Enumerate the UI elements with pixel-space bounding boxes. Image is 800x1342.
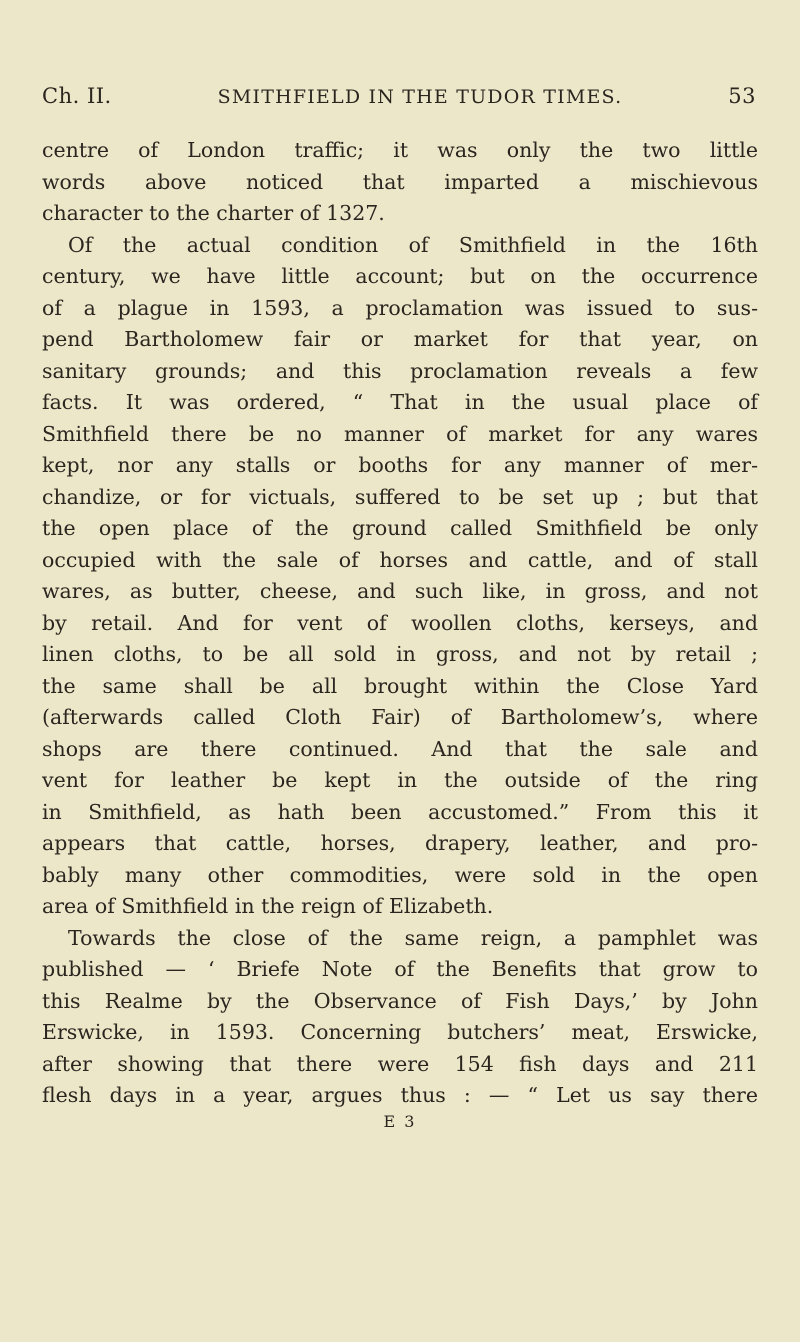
text-line: (afterwards called Cloth Fair) of Bartholomew’s, where — [42, 705, 758, 729]
text-line: of a plague in 1593, a proclamation was issued to sus- — [42, 295, 758, 320]
text-line: linen cloths, to be all sold in gross, and not by retail ; — [42, 642, 758, 666]
text-line: century, we have little account; but on the occurrence — [42, 264, 758, 288]
body-text — [42, 135, 758, 1112]
text-line: pend Bartholomew fair or market for that year, on — [42, 327, 758, 351]
text-line: published — ‘ Briefe Note of the Benefits that grow to — [42, 957, 758, 981]
text-line: wares, as butter, cheese, and such like, in gross, and not — [42, 579, 758, 603]
text-line: centre of London traffic; it was only the two little — [42, 138, 758, 162]
text-line: by retail. And for vent of woollen cloths, kerseys, and — [42, 610, 758, 635]
text-line: Erswicke, in 1593. Concerning butchers’ meat, Erswicke, — [42, 1020, 758, 1044]
text-line: after showing that there were 154 fish days and 211 — [42, 1051, 758, 1076]
text-line: words above noticed that imparted a mischievous — [42, 169, 758, 194]
running-title: SMITHFIELD IN THE TUDOR TIMES. — [217, 86, 623, 108]
text-line: facts. It was ordered, “ That in the usual place of — [42, 390, 758, 414]
text-line: Of the actual condition of Smithfield in the 16th — [68, 232, 758, 257]
chapter-label: Ch. II. — [42, 84, 112, 108]
text-line: vent for leather be kept in the outside of the ring — [42, 768, 758, 792]
text-line: the open place of the ground called Smithfield be only — [42, 516, 758, 540]
text-line: the same shall be all brought within the Close Yard — [42, 673, 758, 698]
text-line: area of Smithfield in the reign of Elizabeth. — [42, 894, 494, 918]
text-line: chandize, or for victuals, suffered to be set up ; but that — [42, 484, 758, 509]
signature-mark: E 3 — [383, 1112, 417, 1131]
text-line: occupied with the sale of horses and cattle, and of stall — [42, 547, 758, 572]
text-line: character to the charter of 1327. — [42, 201, 385, 225]
text-line: this Realme by the Observance of Fish Days,’ by John — [42, 988, 758, 1013]
text-line: kept, nor any stalls or booths for any manner of mer- — [42, 453, 758, 477]
text-line: in Smithfield, as hath been accustomed.” From this it — [42, 799, 758, 824]
text-line: Smithfield there be no manner of market for any wares — [42, 421, 758, 446]
text-line: appears that cattle, horses, drapery, leather, and pro- — [42, 831, 758, 855]
text-line: flesh days in a year, argues thus : — “ Let us say there — [42, 1083, 758, 1107]
text-line: sanitary grounds; and this proclamation reveals a few — [42, 358, 758, 383]
text-line: bably many other commodities, were sold in the open — [42, 862, 758, 887]
text-line: Towards the close of the same reign, a pamphlet was — [68, 925, 758, 950]
page-number: 53 — [728, 84, 756, 108]
text-line: shops are there continued. And that the sale and — [42, 736, 758, 761]
running-head — [42, 84, 756, 108]
